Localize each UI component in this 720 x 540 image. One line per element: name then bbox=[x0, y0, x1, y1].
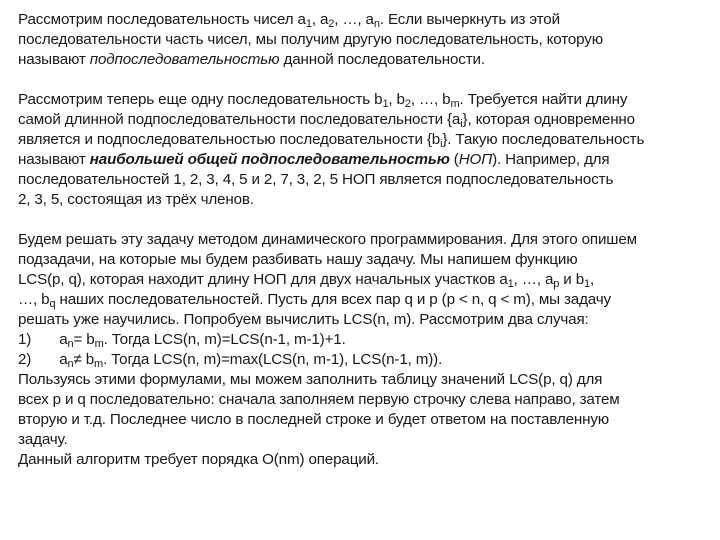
subscript: n bbox=[373, 18, 380, 30]
subscript: 2 bbox=[404, 98, 411, 110]
text-run: является и подпоследовательностью последовательности {b bbox=[18, 131, 441, 148]
text-run: …, b bbox=[18, 291, 50, 308]
text-run: наших последовательностей. Пусть для всех пар q и p (p < n, q < m), мы задачу bbox=[55, 291, 611, 308]
text-line: последовательности часть чисел, мы получим другую последовательность, которую bbox=[18, 31, 603, 48]
text-run: . Если вычеркнуть из этой bbox=[379, 11, 560, 28]
case-two bbox=[18, 350, 710, 370]
text-line bbox=[18, 10, 710, 30]
text-run: = b bbox=[73, 331, 95, 348]
text-run: данной последовательности. bbox=[279, 51, 485, 68]
text-run: самой длинной подпоследовательности последовательности {a bbox=[18, 111, 461, 128]
text-run: ). Например, для bbox=[492, 151, 610, 168]
subscript: m bbox=[450, 98, 460, 110]
term-lcs: наибольшей общей подпоследовательностью bbox=[89, 151, 450, 168]
text-run: ≠ b bbox=[73, 351, 95, 368]
text-line bbox=[18, 50, 710, 70]
term-abbreviation: НОП bbox=[458, 151, 493, 168]
text-run: ( bbox=[449, 151, 459, 168]
text-line: вторую и т.д. Последнее число в последней строке и будет ответом на поставленную bbox=[18, 411, 610, 428]
text-line bbox=[18, 290, 710, 310]
text-run: , bbox=[589, 271, 595, 288]
text-line: Пользуясь этими формулами, мы можем заполнить таблицу значений LCS(p, q) для bbox=[18, 371, 603, 388]
text-line: подзадачи, на которые мы будем разбивать нашу задачу. Мы напишем функцию bbox=[18, 251, 578, 268]
text-line: Данный алгоритм требует порядка O(nm) операций. bbox=[18, 451, 379, 468]
subscript: m bbox=[94, 358, 104, 370]
text-run: . Требуется найти длину bbox=[459, 91, 628, 108]
case-number: 2) bbox=[18, 351, 32, 368]
text-run: называют bbox=[18, 151, 90, 168]
text-line bbox=[18, 270, 710, 290]
subscript: 1 bbox=[507, 278, 514, 290]
text-line bbox=[18, 150, 710, 170]
subscript: 1 bbox=[382, 98, 389, 110]
paragraph-lcs-problem bbox=[18, 90, 710, 210]
case-number: 1) bbox=[18, 331, 32, 348]
text-line bbox=[18, 110, 710, 130]
term-subsequence: подпоследовательностью bbox=[89, 51, 280, 68]
text-line bbox=[18, 130, 710, 150]
text-line: последовательностей 1, 2, 3, 4, 5 и 2, 7, 3, 2, 5 НОП является подпоследовательность bbox=[18, 171, 614, 188]
text-line bbox=[18, 90, 710, 110]
text-run: , …, a bbox=[513, 271, 554, 288]
text-run: называют bbox=[18, 51, 90, 68]
paragraph-definition-subsequence bbox=[18, 10, 710, 70]
subscript: i bbox=[440, 138, 443, 150]
subscript: n bbox=[67, 338, 74, 350]
text-line: Будем решать эту задачу методом динамического программирования. Для этого опишем bbox=[18, 231, 637, 248]
text-run: , a bbox=[311, 11, 329, 28]
text-line: решать уже научились. Попробуем вычислить LCS(n, m). Рассмотрим два случая: bbox=[18, 311, 589, 328]
text-line: 2, 3, 5, состоящая из трёх членов. bbox=[18, 191, 254, 208]
text-run: a bbox=[59, 331, 68, 348]
text-run: }, которая одновременно bbox=[462, 111, 635, 128]
text-run: и b bbox=[559, 271, 585, 288]
paragraph-dynamic-programming bbox=[18, 230, 710, 470]
text-run: }. Такую последовательность bbox=[442, 131, 645, 148]
text-run: , …, b bbox=[410, 91, 451, 108]
text-run: LCS(p, q), которая находит длину НОП для двух начальных участков a bbox=[18, 271, 508, 288]
text-run: , …, a bbox=[334, 11, 374, 28]
subscript: n bbox=[67, 358, 74, 370]
case-one bbox=[18, 330, 710, 350]
subscript: 2 bbox=[328, 18, 335, 30]
text-run: , b bbox=[388, 91, 405, 108]
text-run: Рассмотрим последовательность чисел a bbox=[18, 11, 306, 28]
subscript: i bbox=[460, 118, 463, 130]
subscript: p bbox=[553, 278, 560, 290]
text-line: задачу. bbox=[18, 431, 68, 448]
text-run: . Тогда LCS(n, m)=max(LCS(n, m-1), LCS(n-1, m)). bbox=[103, 351, 443, 368]
text-line: всех p и q последовательно: сначала заполняем первую строчку слева направо, затем bbox=[18, 391, 620, 408]
subscript: q bbox=[49, 298, 56, 310]
subscript: 1 bbox=[584, 278, 590, 290]
text-run: a bbox=[59, 351, 68, 368]
subscript: m bbox=[94, 338, 104, 350]
text-run: . Тогда LCS(n, m)=LCS(n-1, m-1)+1. bbox=[103, 331, 346, 348]
subscript: 1 bbox=[305, 18, 312, 30]
text-run: Рассмотрим теперь еще одну последовательность b bbox=[18, 91, 383, 108]
